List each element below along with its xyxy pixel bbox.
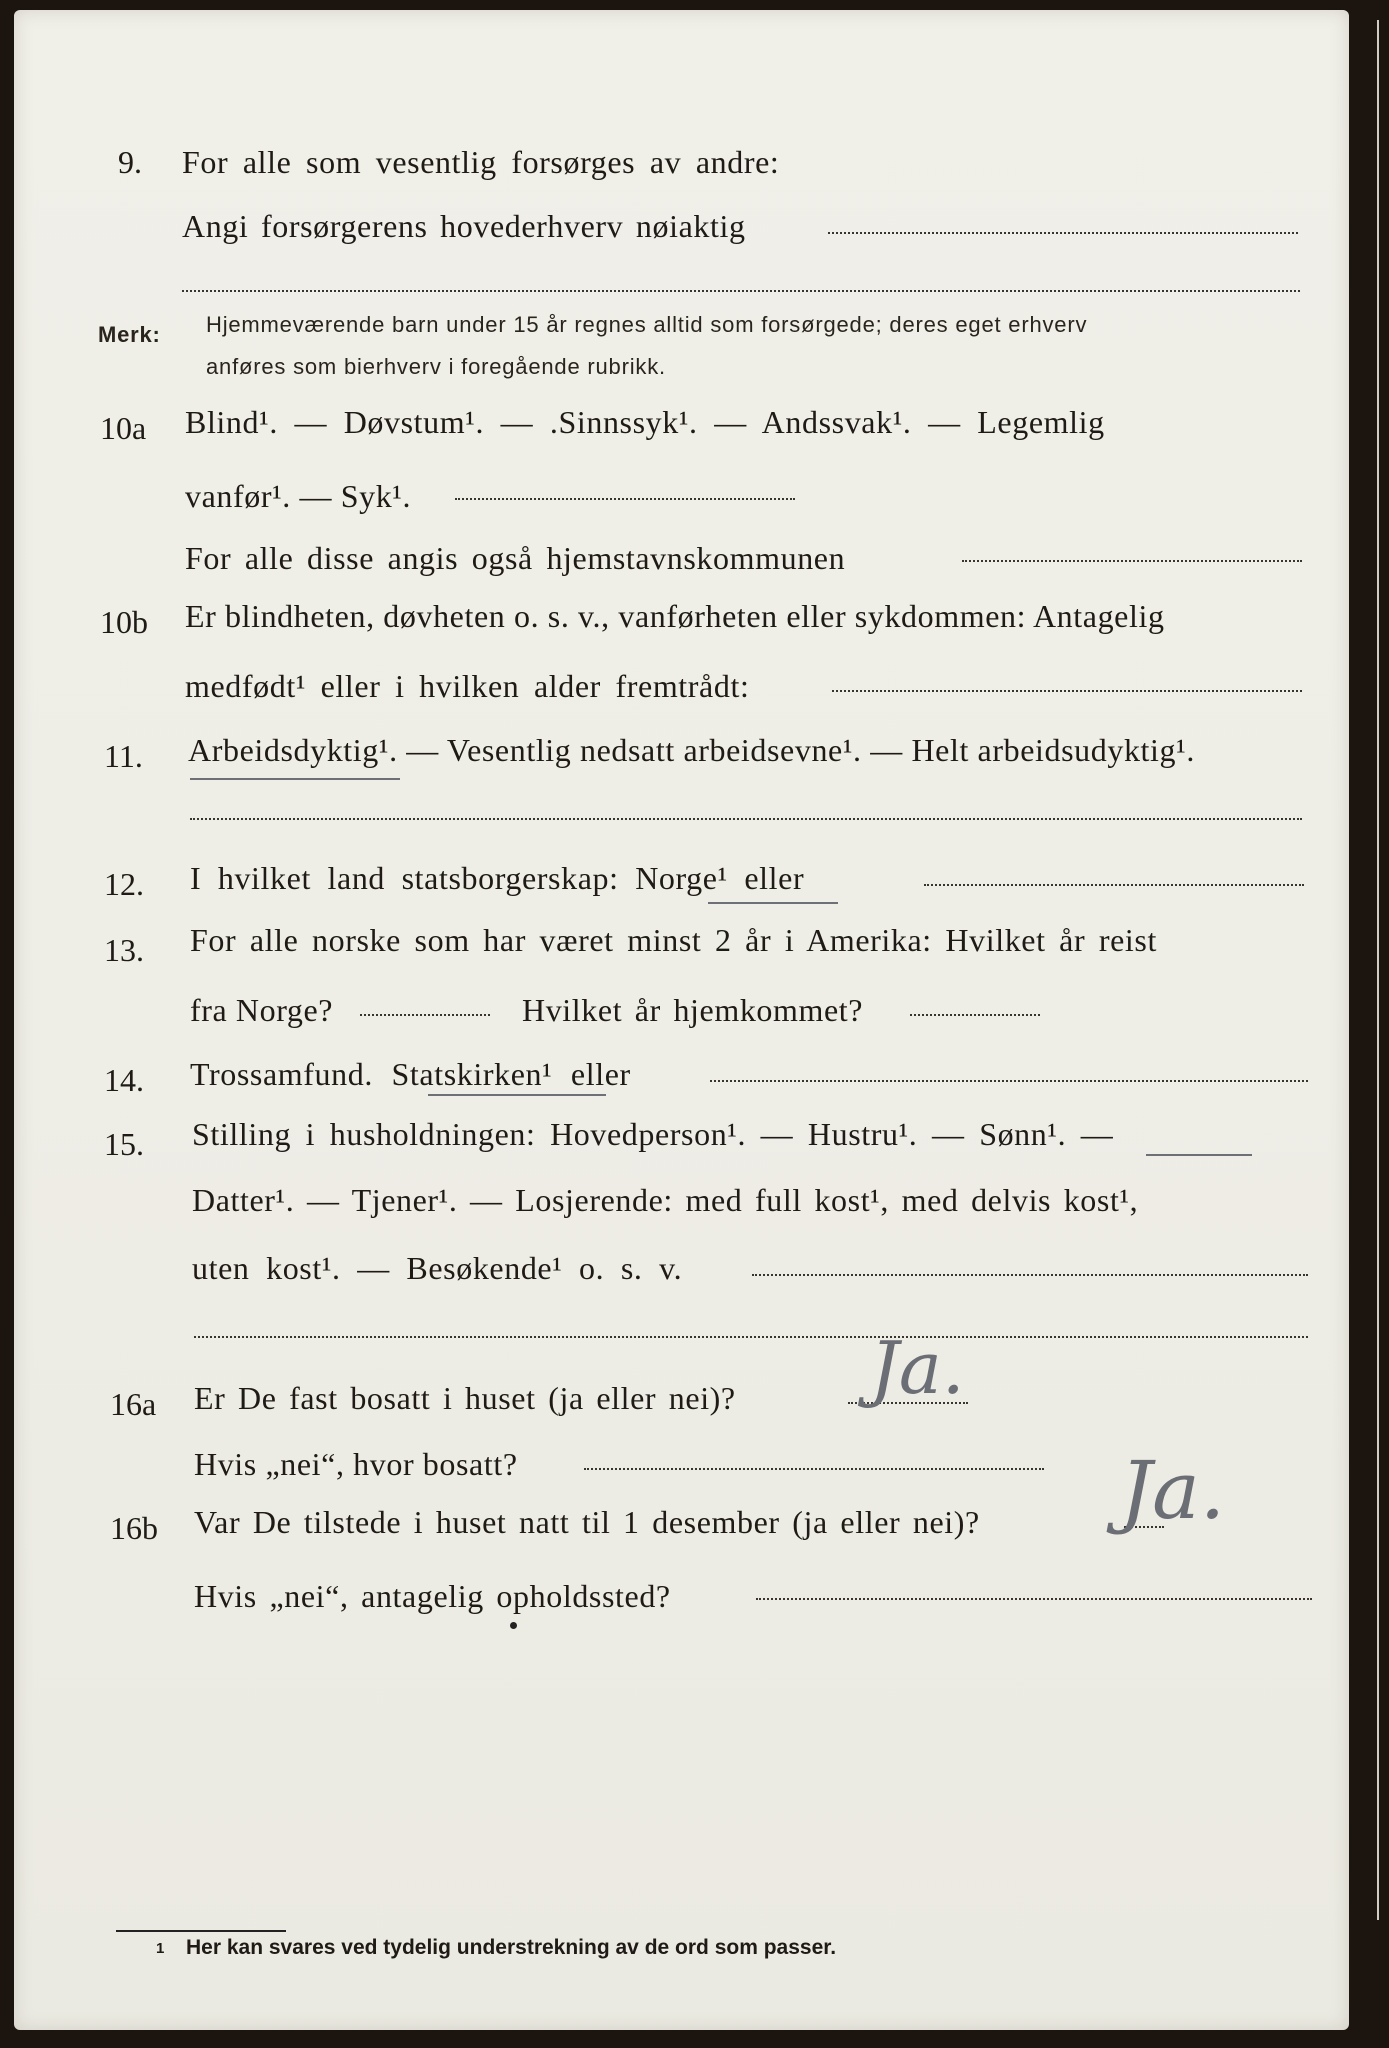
- q13-number: 13.: [104, 932, 144, 968]
- q15-line3: uten kost¹. — Besøkende¹ o. s. v.: [192, 1250, 683, 1286]
- q9-extra-line: [182, 290, 1300, 292]
- q13-line2a: fra Norge?: [190, 992, 334, 1028]
- q10a-answer-line: [455, 498, 795, 500]
- q14-line1: Trossamfund. Statskirken¹ eller: [190, 1056, 631, 1092]
- q16b-handwritten-answer: Ja.: [1120, 1444, 1226, 1537]
- q16a-line1: Er De fast bosatt i huset (ja eller nei)?: [194, 1380, 736, 1416]
- q9-answer-line: [828, 232, 1298, 234]
- q9-number: 9.: [118, 144, 142, 180]
- q12-line1: I hvilket land statsborgerskap: Norge¹ eller: [190, 860, 805, 896]
- q10a-line1: Blind¹. — Døvstum¹. — .Sinnssyk¹. — Andssvak¹. — Legemlig: [185, 404, 1105, 440]
- q14-handwritten-underline: [428, 1094, 606, 1096]
- q11-handwritten-underline: [190, 778, 400, 780]
- footnote-text: Her kan svares ved tydelig understrekning av de ord som passer.: [186, 1936, 837, 1959]
- q14-number: 14.: [104, 1062, 144, 1098]
- q15-number: 15.: [104, 1126, 144, 1162]
- q12-number: 12.: [104, 866, 144, 902]
- q16a-number: 16a: [110, 1386, 157, 1422]
- q10a-line3: For alle disse angis også hjemstavnskommunen: [185, 540, 846, 576]
- footnote-rule: [116, 1930, 286, 1932]
- q10b-line2: medfødt¹ eller i hvilken alder fremtrådt:: [185, 668, 750, 704]
- q13-right-answer-line: [910, 1014, 1040, 1016]
- q16b-number: 16b: [110, 1510, 158, 1546]
- q9-line1: For alle som vesentlig forsørges av andre:: [182, 144, 780, 180]
- q16b-line2: Hvis „nei“, antagelig opholdssted?: [194, 1578, 671, 1614]
- q10a-number: 10a: [100, 410, 147, 446]
- q12-handwritten-underline: [708, 902, 838, 904]
- q10b-line1: Er blindheten, døvheten o. s. v., vanførheten eller sykdommen: Antagelig: [185, 598, 1165, 634]
- merk-line1: Hjemmeværende barn under 15 år regnes alltid som forsørgede; deres eget erhverv: [206, 312, 1088, 337]
- ink-dot: [510, 1622, 517, 1629]
- q10a-hometown-line: [962, 560, 1302, 562]
- q14-answer-line: [710, 1080, 1308, 1082]
- q16b-line1: Var De tilstede i huset natt til 1 desember (ja eller nei)?: [194, 1504, 980, 1540]
- q16a-handwritten-answer: Ja.: [870, 1326, 965, 1410]
- q11-extra-line: [190, 818, 1302, 820]
- merk-label: Merk:: [98, 322, 161, 347]
- q16a-line2: Hvis „nei“, hvor bosatt?: [194, 1446, 518, 1482]
- q10b-answer-line: [832, 690, 1302, 692]
- footnote-mark: 1: [156, 1940, 165, 1957]
- q12-answer-line: [924, 884, 1304, 886]
- q9-line2: Angi forsørgerens hovederhverv nøiaktig: [182, 208, 746, 244]
- q10a-line2: vanfør¹. — Syk¹.: [185, 478, 412, 514]
- q15-extra-line: [194, 1336, 1308, 1338]
- q16a-residence-line: [584, 1468, 1044, 1470]
- q15-line1: Stilling i husholdningen: Hovedperson¹. — Hustru¹. — Sønn¹. —: [192, 1116, 1114, 1152]
- merk-line2: anføres som bierhverv i foregående rubrikk.: [206, 354, 666, 379]
- q13-line1: For alle norske som har været minst 2 år i Amerika: Hvilket år reist: [190, 922, 1157, 958]
- q15-answer-line: [752, 1274, 1308, 1276]
- q16b-location-line: [756, 1598, 1312, 1600]
- q13-left-answer-line: [360, 1014, 490, 1016]
- q13-line2b: Hvilket år hjemkommet?: [522, 992, 864, 1028]
- q10b-number: 10b: [100, 604, 148, 640]
- page-edge-line: [1377, 20, 1379, 1920]
- q11-line1: Arbeidsdyktig¹. — Vesentlig nedsatt arbeidsevne¹. — Helt arbeidsudyktig¹.: [188, 732, 1195, 768]
- q15-handwritten-underline: [1146, 1154, 1252, 1156]
- q11-number: 11.: [104, 738, 143, 774]
- q15-line2: Datter¹. — Tjener¹. — Losjerende: med full kost¹, med delvis kost¹,: [192, 1182, 1139, 1218]
